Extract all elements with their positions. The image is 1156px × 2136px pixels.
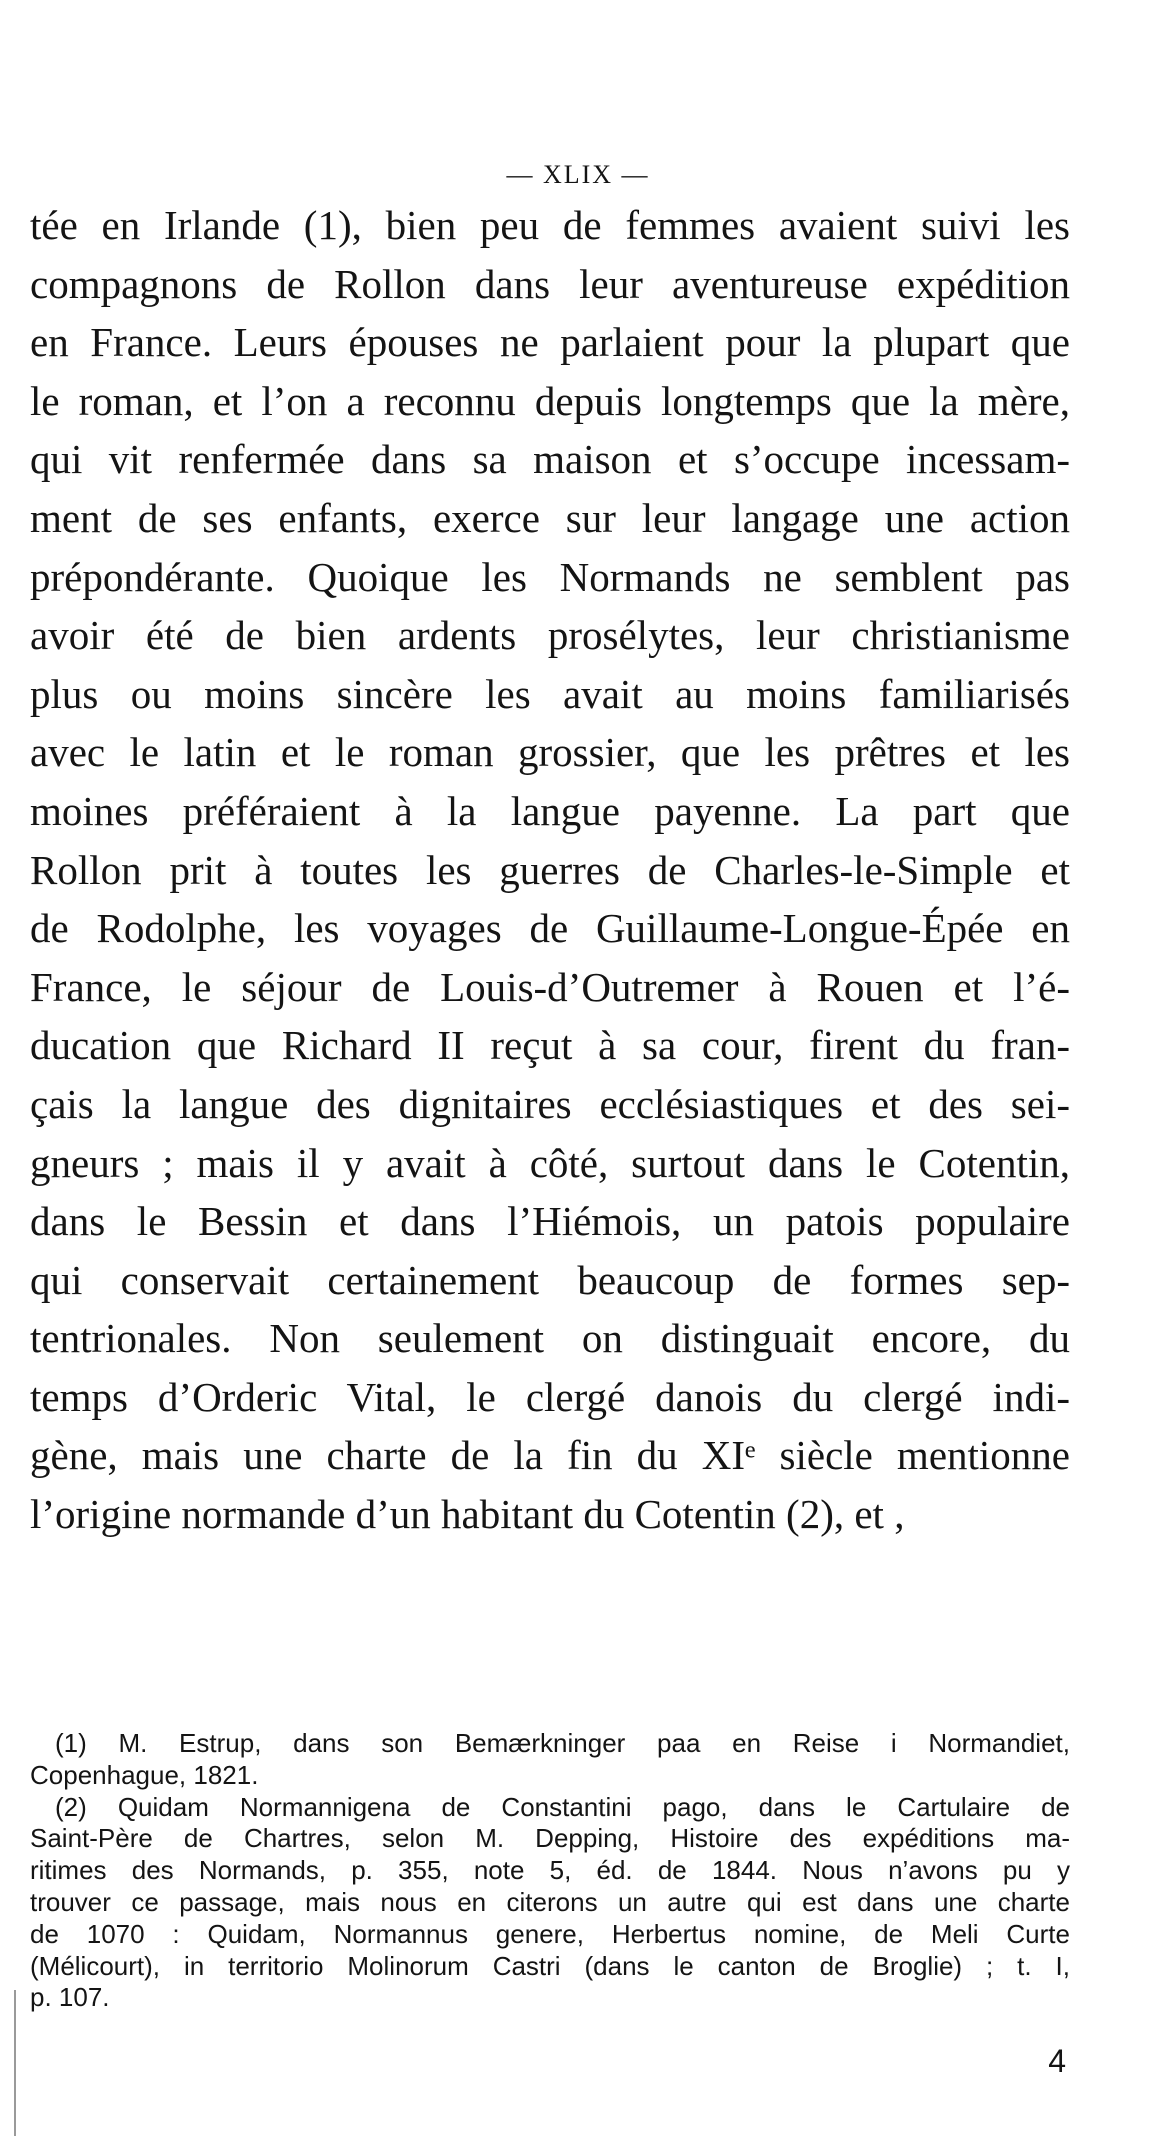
margin-shadow <box>14 1990 16 2136</box>
text-line: compagnons de Rollon dans leur aventureuse expédition <box>30 260 1070 307</box>
footnote-line: p. 107. <box>30 1982 110 2013</box>
text-line: Rollon prit à toutes les guerres de Charles-le-Simple et <box>30 846 1070 893</box>
text-line: qui vit renfermée dans sa maison et s’occupe incessam- <box>30 436 1070 483</box>
text-line: en France. Leurs épouses ne parlaient pour la plupart que <box>30 319 1070 366</box>
text-line: plus ou moins sincère les avait au moins familiarisés <box>30 670 1070 717</box>
text-line: l’origine normande d’un habitant du Cotentin (2), et , <box>30 1491 905 1538</box>
text-line: avec le latin et le roman grossier, que les prêtres et les <box>30 729 1070 776</box>
text-line: prépondérante. Quoique les Normands ne semblent pas <box>30 553 1070 600</box>
footnote-line: de 1070 : Quidam, Normannus genere, Herbertus nomine, de Meli Curte <box>30 1918 1070 1949</box>
text-line: dans le Bessin et dans l’Hiémois, un patois populaire <box>30 1198 1070 1245</box>
footnote-line: Saint-Père de Chartres, selon M. Depping, Histoire des expéditions ma- <box>30 1823 1070 1854</box>
footnotes <box>30 1728 1070 2014</box>
text-line: tentrionales. Non seulement on distinguait encore, du <box>30 1315 1070 1362</box>
signature-mark: 4 <box>1048 2043 1066 2079</box>
text-line: gneurs ; mais il y avait à côté, surtout dans le Cotentin, <box>30 1139 1070 1186</box>
text-line: avoir été de bien ardents prosélytes, leur christianisme <box>30 612 1070 659</box>
footnote-line: trouver ce passage, mais nous en citerons un autre qui est dans une charte <box>30 1886 1070 1917</box>
text-line: France, le séjour de Louis-d’Outremer à Rouen et l’é- <box>30 963 1070 1010</box>
text-line: moines préféraient à la langue payenne. La part que <box>30 787 1070 834</box>
footnote-line: (Mélicourt), in territorio Molinorum Castri (dans le canton de Broglie) ; t. I, <box>30 1950 1070 1981</box>
text-line: temps d’Orderic Vital, le clergé danois du clergé indi- <box>30 1373 1070 1420</box>
text-line: qui conservait certainement beaucoup de formes sep- <box>30 1256 1070 1303</box>
body-text <box>30 196 1070 1544</box>
text-line: çais la langue des dignitaires ecclésiastiques et des sei- <box>30 1080 1070 1127</box>
text-line: gène, mais une charte de la fin du XIᵉ siècle mentionne <box>30 1432 1070 1479</box>
footnote-line: ritimes des Normands, p. 355, note 5, éd. de 1844. Nous n’avons pu y <box>30 1855 1070 1886</box>
text-line: ducation que Richard II reçut à sa cour, firent du fran- <box>30 1022 1070 1069</box>
text-line: ment de ses enfants, exerce sur leur langage une action <box>30 494 1070 541</box>
text-line: tée en Irlande (1), bien peu de femmes avaient suivi les <box>30 202 1070 248</box>
running-head: — XLIX — <box>506 160 650 189</box>
footnote-line: Copenhague, 1821. <box>30 1759 259 1790</box>
text-line: le roman, et l’on a reconnu depuis longtemps que la mère, <box>30 377 1070 424</box>
text-line: de Rodolphe, les voyages de Guillaume-Longue-Épée en <box>30 905 1070 952</box>
footnote-2: (2) Quidam Normannigena de Constantini pago, dans le Cartulaire de <box>55 1791 1070 1822</box>
footnote-1: (1) M. Estrup, dans son Bemærkninger paa en Reise i Normandiet, <box>55 1728 1070 1758</box>
